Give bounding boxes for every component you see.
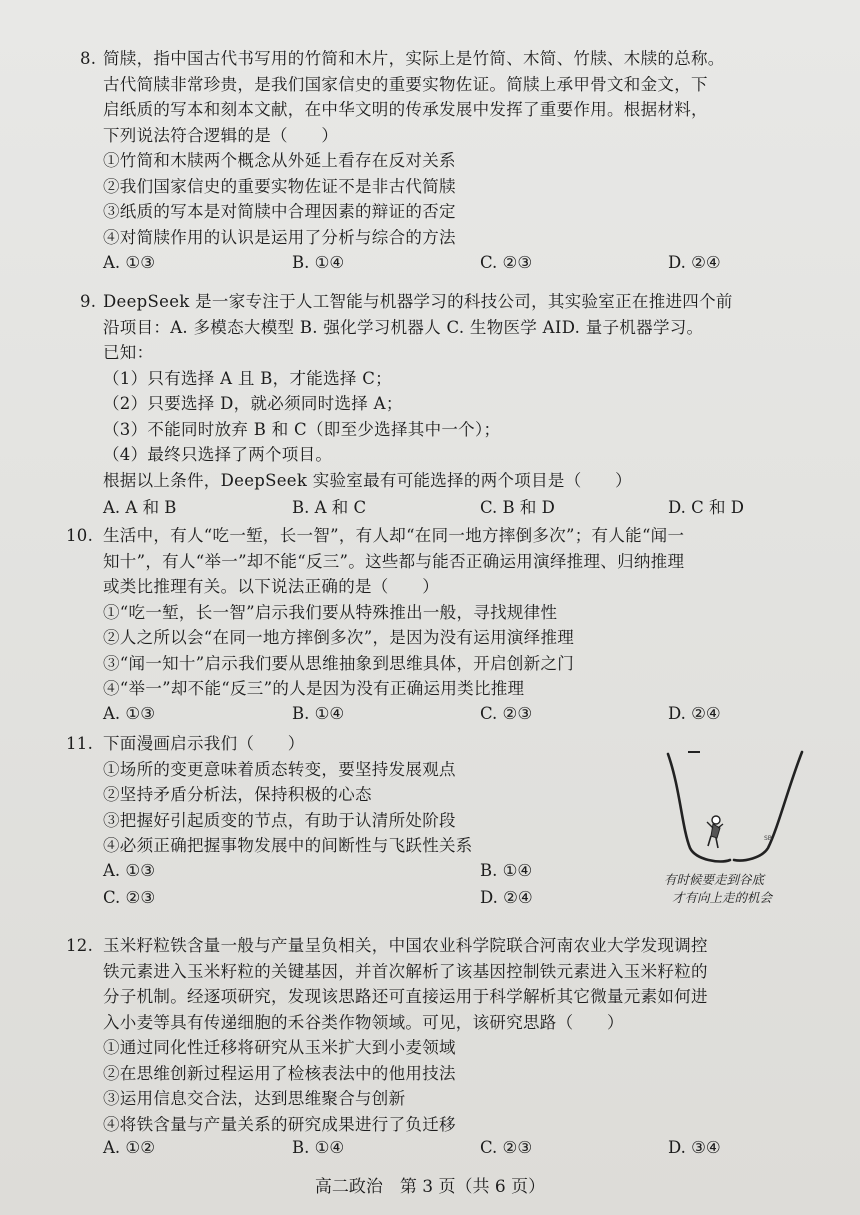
question-12 <box>66 933 806 1165</box>
statement: ①场所的变更意味着质态转变，要坚持发展观点 <box>103 759 456 779</box>
question-number: 11. <box>66 734 94 753</box>
question-8 <box>66 46 806 280</box>
option-c: C. ②③ <box>480 1138 533 1157</box>
option-d: D. ③④ <box>668 1138 721 1157</box>
stem-line: 生活中，有人“吃一堑，长一智”，有人却“在同一地方摔倒多次”；有人能“闻一 <box>103 526 685 545</box>
stem-line: 知十”，有人“举一”却不能“反三”。这些都与能否正确运用演绎推理、归纳推理 <box>103 551 685 571</box>
option-d: D. C 和 D <box>668 498 744 517</box>
option-b: B. ①④ <box>480 860 533 880</box>
stem-line: 玉米籽粒铁含量一般与产量呈负相关，中国农业科学院联合河南农业大学发现调控 <box>103 936 708 955</box>
statement: ③把握好引起质变的节点，有助于认清所处阶段 <box>103 810 456 830</box>
condition: （3）不能同时放弃 B 和 C（即至少选择其中一个）； <box>103 419 501 439</box>
option-c: C. ②③ <box>480 703 533 723</box>
stem-line: 入小麦等具有传递细胞的禾谷类作物领域。可见，该研究思路（ ） <box>103 1012 624 1032</box>
stem-line: 简牍，指中国古代书写用的竹简和木片，实际上是竹简、木简、竹牍、木牍的总称。 <box>103 49 725 68</box>
option-c: C. B 和 D <box>480 498 555 517</box>
statement: ②坚持矛盾分析法，保持积极的心态 <box>103 785 372 804</box>
condition: （4）最终只选择了两个项目。 <box>103 445 333 464</box>
statement: ①竹简和木牍两个概念从外延上看存在反对关系 <box>103 151 456 170</box>
answer-options <box>66 1138 806 1165</box>
stem-line: 下列说法符合逻辑的是（ ） <box>103 125 339 145</box>
option-a: A. ①③ <box>103 860 155 880</box>
statement: ④必须正确把握事物发展中的间断性与飞跃性关系 <box>103 836 473 855</box>
cartoon-caption-line-1: 有时候要走到谷底 <box>664 872 765 887</box>
statement: ②我们国家信史的重要实物佐证不是非古代简牍 <box>103 176 456 196</box>
condition: （1）只有选择 A 且 B，才能选择 C； <box>103 368 392 388</box>
question-number: 9. <box>80 292 97 311</box>
valley-drawing <box>660 748 810 868</box>
stem-line: 下面漫画启示我们（ ） <box>103 734 305 753</box>
statement: ①“吃一堑，长一智”启示我们要从特殊推出一般，寻找规律性 <box>103 602 558 622</box>
question-number: 10. <box>66 526 94 545</box>
option-b: B. ①④ <box>292 253 345 272</box>
condition: （2）只要选择 D，就必须同时选择 A； <box>103 394 403 413</box>
stem-line: 已知： <box>103 343 154 362</box>
option-c: C. ②③ <box>480 253 533 272</box>
statement: ②人之所以会“在同一地方摔倒多次”，是因为没有运用演绎推理 <box>103 628 575 647</box>
climbing-person-icon <box>707 816 723 848</box>
option-c: C. ②③ <box>103 887 156 907</box>
option-d: D. ②④ <box>480 887 533 907</box>
stem-line: 或类比推理有关。以下说法正确的是（ ） <box>103 577 439 596</box>
statement: ③“闻一知十”启示我们要从思维抽象到思维具体，开启创新之门 <box>103 653 575 673</box>
stem-line: 根据以上条件，DeepSeek 实验室最有可能选择的两个项目是（ ） <box>103 470 632 490</box>
stem-line: 沿项目：A. 多模态大模型 B. 强化学习机器人 C. 生物医学 AID. 量子机器学习。 <box>103 317 704 337</box>
option-a: A. ①③ <box>103 253 155 272</box>
artist-mark: SB <box>764 835 772 842</box>
option-a: A. ①③ <box>103 703 155 723</box>
option-b: B. A 和 C <box>292 498 367 517</box>
option-d: D. ②④ <box>668 703 721 723</box>
stem-line: 古代简牍非常珍贵，是我们国家信史的重要实物佐证。简牍上承甲骨文和金文，下 <box>103 74 708 94</box>
question-8-stem <box>66 46 806 72</box>
statement: ①通过同化性迁移将研究从玉米扩大到小麦领域 <box>103 1038 456 1057</box>
answer-options <box>66 704 806 731</box>
stem-line: 分子机制。经逐项研究，发现该思路还可直接运用于科学解析其它微量元素如何进 <box>103 987 708 1006</box>
option-a: A. ①② <box>103 1138 155 1157</box>
question-9 <box>66 289 806 521</box>
statement: ④“举一”却不能“反三”的人是因为没有正确运用类比推理 <box>103 679 525 698</box>
statement: ③运用信息交合法，达到思维聚合与创新 <box>103 1089 406 1108</box>
statement: ④将铁含量与产量关系的研究成果进行了负迁移 <box>103 1114 456 1134</box>
cartoon-caption-line-2: 才有向上走的机会 <box>672 890 773 905</box>
answer-options <box>66 253 806 280</box>
stem-line: 启纸质的写本和刻本文献，在中华文明的传承发展中发挥了重要作用。根据材料， <box>103 100 708 119</box>
question-number: 8. <box>80 49 97 68</box>
question-number: 12. <box>66 936 94 955</box>
stem-line: 铁元素进入玉米籽粒的关键基因，并首次解析了该基因控制铁元素进入玉米籽粒的 <box>103 961 708 981</box>
statement: ③纸质的写本是对简牍中合理因素的辩证的否定 <box>103 202 456 221</box>
option-b: B. ①④ <box>292 1138 345 1157</box>
statement: ④对简牍作用的认识是运用了分析与综合的方法 <box>103 227 456 247</box>
answer-options <box>66 494 806 521</box>
option-d: D. ②④ <box>668 253 721 272</box>
option-a: A. A 和 B <box>103 498 177 517</box>
question-9-stem <box>66 289 806 315</box>
statement: ②在思维创新过程运用了检核表法中的他用技法 <box>103 1063 456 1083</box>
stem-line: DeepSeek 是一家专注于人工智能与机器学习的科技公司，其实验室正在推进四个前 <box>103 292 733 311</box>
question-10 <box>66 523 806 731</box>
page-footer: 高二政治 第 3 页（共 6 页） <box>314 1177 546 1197</box>
option-b: B. ①④ <box>292 703 345 723</box>
question-10-stem <box>66 523 806 549</box>
question-12-stem <box>66 933 806 959</box>
valley-cartoon <box>660 748 810 908</box>
